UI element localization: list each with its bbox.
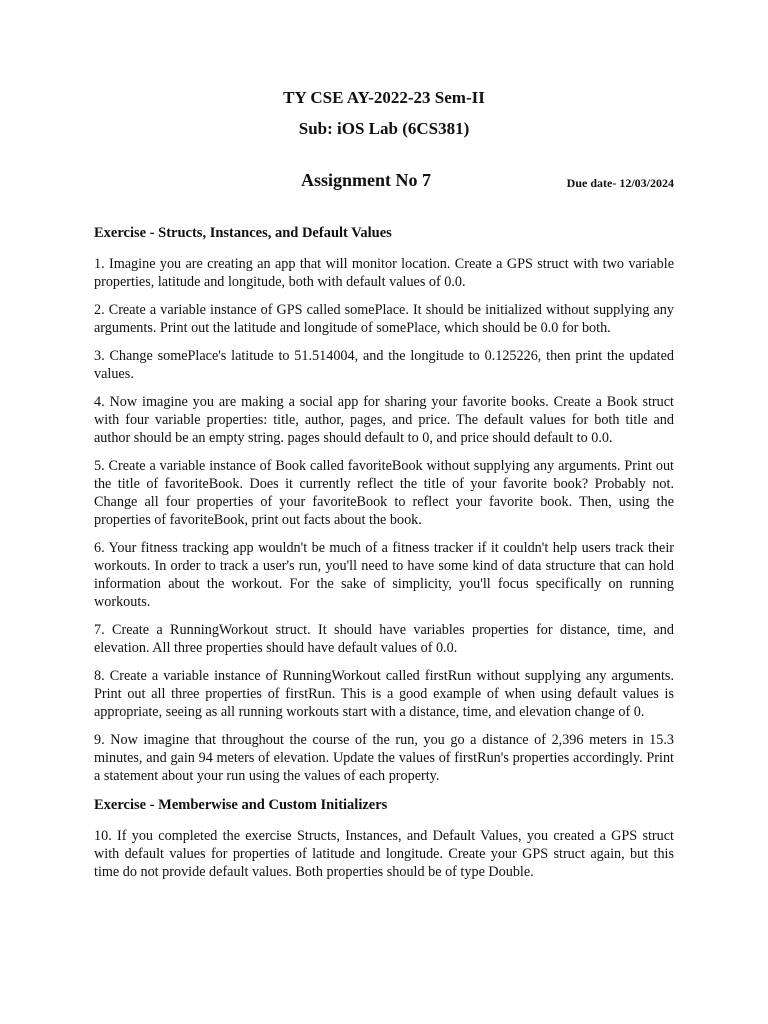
due-date: Due date- 12/03/2024 — [566, 176, 674, 190]
assignment-title: Assignment No 7 — [301, 170, 432, 190]
section-heading: Exercise - Structs, Instances, and Default Values — [94, 225, 392, 241]
exercise-paragraph: 3. Change somePlace's latitude to 51.514004, and the longitude to 0.125226, then print the updated values. — [94, 348, 674, 382]
exercise-paragraph: 4. Now imagine you are making a social app for sharing your favorite books. Create a Book struct with four variable properties: title, author, pages, and price. The default values for both title and author should be an empty string. pages should default to 0, and price should default to 0.0. — [94, 394, 674, 446]
exercise-paragraph: 5. Create a variable instance of Book called favoriteBook without supplying any arguments. Print out the title of favoriteBook. Does it currently reflect the title of your favorite book? Probably not. Change all four properties of your favoriteBook to reflect your favorite book. Then, using the properties of favoriteBook, print out facts about the book. — [94, 458, 674, 528]
exercise-paragraph: 8. Create a variable instance of RunningWorkout called firstRun without supplying any arguments. Print out all three properties of firstRun. This is a good example of when using default values is appropriate, seeing as all running workouts start with a distance, time, and elevation change of 0. — [94, 668, 674, 720]
exercise-paragraph: 2. Create a variable instance of GPS called somePlace. It should be initialized without supplying any arguments. Print out the latitude and longitude of somePlace, which should be 0.0 for both. — [94, 302, 674, 336]
section-heading: Exercise - Memberwise and Custom Initializers — [94, 797, 388, 813]
exercise-paragraph: 10. If you completed the exercise Structs, Instances, and Default Values, you created a GPS struct with default values for properties of latitude and longitude. Create your GPS struct again, but this time do not provide default values. Both properties should be of type Double. — [94, 828, 674, 880]
document-content — [94, 223, 674, 891]
exercise-paragraph: 1. Imagine you are creating an app that will monitor location. Create a GPS struct with two variable properties, latitude and longitude, both with default values of 0.0. — [94, 256, 674, 290]
subject-title: Sub: iOS Lab (6CS381) — [298, 119, 470, 138]
section-structs — [94, 223, 674, 785]
exercise-paragraph: 7. Create a RunningWorkout struct. It should have variables properties for distance, time, and elevation. All three properties should have default values of 0.0. — [94, 622, 674, 656]
exercise-paragraph: 6. Your fitness tracking app wouldn't be much of a fitness tracker if it couldn't help users track their workouts. In order to track a user's run, you'll need to have some kind of data structure that can hold information about the workout. For the sake of simplicity, you'll focus specifically on running workouts. — [94, 540, 674, 610]
course-title: TY CSE AY-2022-23 Sem-II — [283, 88, 485, 107]
assignment-row — [94, 169, 674, 193]
section-initializers — [94, 795, 674, 881]
exercise-paragraph: 9. Now imagine that throughout the course of the run, you go a distance of 2,396 meters in 15.3 minutes, and gain 94 meters of elevation. Update the values of firstRun's properties accordingly. Print a statement about your run using the values of each property. — [94, 732, 674, 784]
